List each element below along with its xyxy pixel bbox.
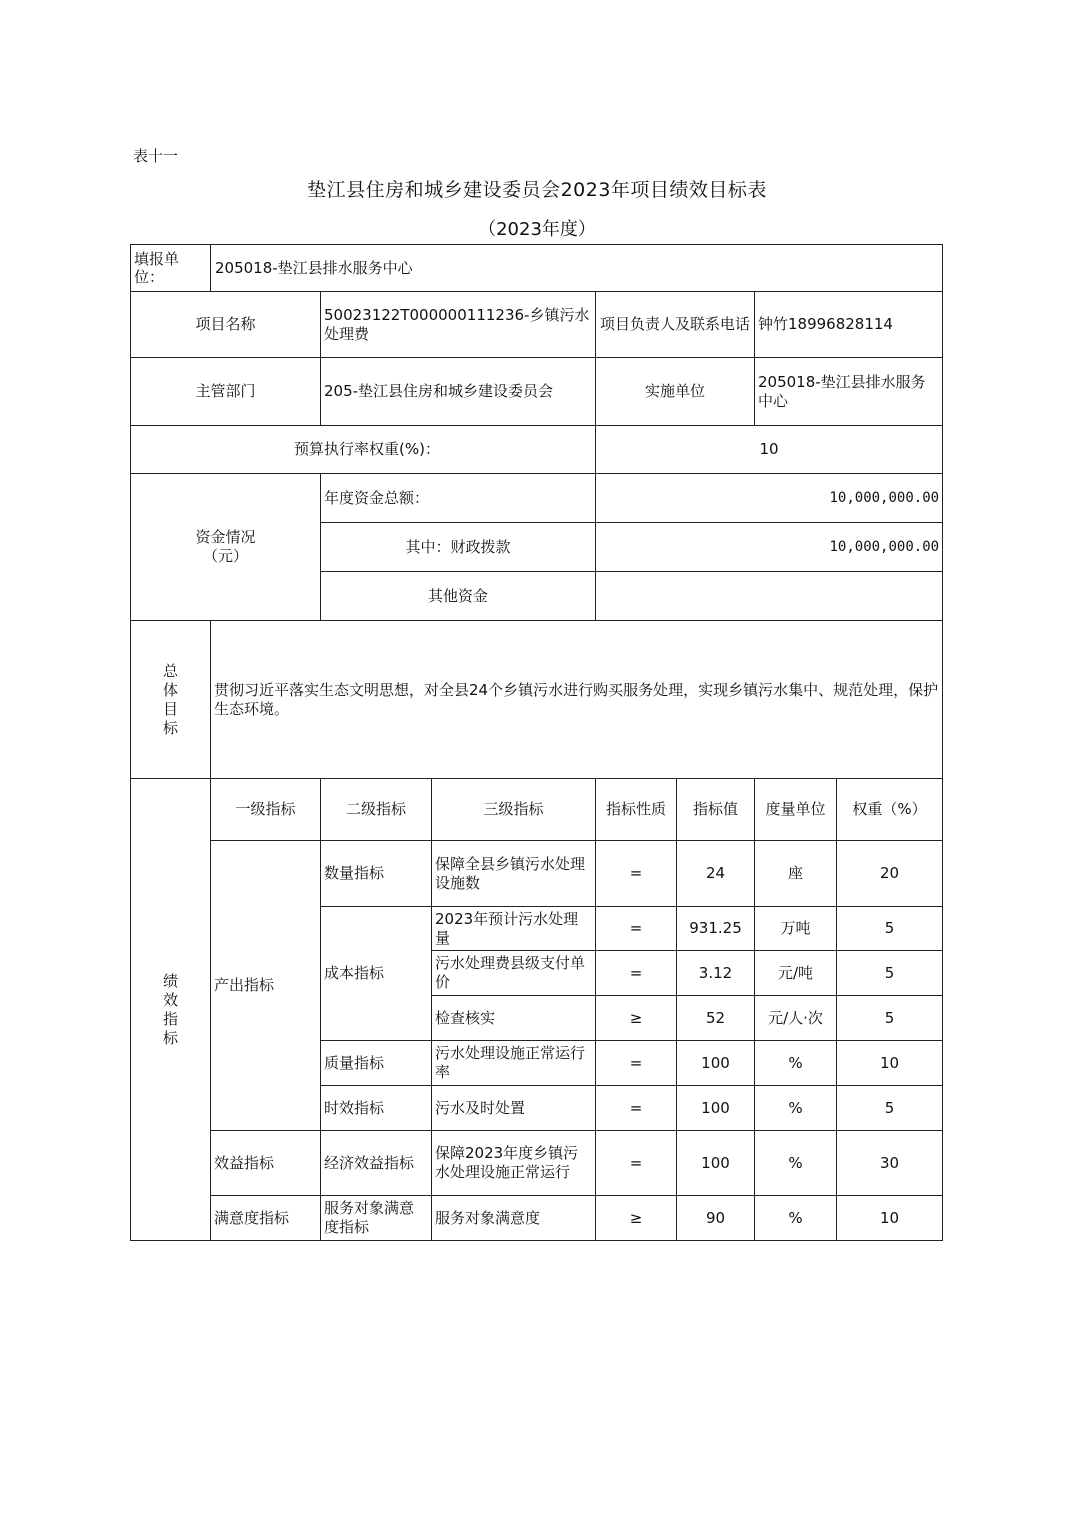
contact-label: 项目负责人及联系电话 bbox=[596, 292, 755, 358]
header-level3: 三级指标 bbox=[432, 779, 596, 841]
header-level1: 一级指标 bbox=[211, 779, 321, 841]
document-title: 垫江县住房和城乡建设委员会2023年项目绩效目标表 bbox=[307, 179, 767, 201]
unit-cell: 元/人·次 bbox=[755, 996, 837, 1041]
table-row bbox=[131, 358, 943, 426]
table-row bbox=[131, 841, 943, 907]
level2-timeliness: 时效指标 bbox=[321, 1086, 432, 1131]
nature-cell: = bbox=[596, 907, 677, 951]
value-cell: 100 bbox=[677, 1131, 755, 1196]
level3-cell: 服务对象满意度 bbox=[432, 1196, 596, 1241]
unit-cell: 万吨 bbox=[755, 907, 837, 951]
level2-service: 服务对象满意度指标 bbox=[321, 1196, 432, 1241]
funds-title: 资金情况 bbox=[195, 528, 256, 546]
weight-cell: 30 bbox=[837, 1131, 943, 1196]
budget-weight-value: 10 bbox=[596, 426, 943, 474]
value-cell: 3.12 bbox=[677, 951, 755, 996]
unit-cell: % bbox=[755, 1041, 837, 1086]
value-cell: 90 bbox=[677, 1196, 755, 1241]
unit-cell: % bbox=[755, 1131, 837, 1196]
impl-unit-value: 205018-垫江县排水服务中心 bbox=[755, 358, 943, 426]
header-value: 指标值 bbox=[677, 779, 755, 841]
level3-cell: 污水及时处置 bbox=[432, 1086, 596, 1131]
table-row bbox=[131, 292, 943, 358]
overall-goal-label: 总 体 目 标 bbox=[131, 621, 211, 779]
weight-cell: 10 bbox=[837, 1041, 943, 1086]
contact-value: 钟竹18996828114 bbox=[755, 292, 943, 358]
nature-cell: = bbox=[596, 1131, 677, 1196]
header-weight: 权重（%） bbox=[837, 779, 943, 841]
level3-cell: 污水处理费县级支付单价 bbox=[432, 951, 596, 996]
project-name-label: 项目名称 bbox=[131, 292, 321, 358]
value-cell: 931.25 bbox=[677, 907, 755, 951]
impl-unit-label: 实施单位 bbox=[596, 358, 755, 426]
value-cell: 24 bbox=[677, 841, 755, 907]
level2-quality: 质量指标 bbox=[321, 1041, 432, 1086]
nature-cell: = bbox=[596, 1086, 677, 1131]
table-row bbox=[131, 426, 943, 474]
level3-cell: 污水处理设施正常运行率 bbox=[432, 1041, 596, 1086]
level2-quantity: 数量指标 bbox=[321, 841, 432, 907]
table-row bbox=[131, 1131, 943, 1196]
table-row bbox=[131, 779, 943, 841]
value-cell: 100 bbox=[677, 1086, 755, 1131]
unit-cell: 元/吨 bbox=[755, 951, 837, 996]
level3-cell: 保障2023年度乡镇污水处理设施正常运行 bbox=[432, 1131, 596, 1196]
nature-cell: = bbox=[596, 1041, 677, 1086]
nature-cell: = bbox=[596, 951, 677, 996]
header-unit: 度量单位 bbox=[755, 779, 837, 841]
weight-cell: 5 bbox=[837, 951, 943, 996]
funds-total-value: 10,000,000.00 bbox=[596, 474, 943, 523]
unit-cell: % bbox=[755, 1196, 837, 1241]
level3-cell: 2023年预计污水处理量 bbox=[432, 907, 596, 951]
weight-cell: 20 bbox=[837, 841, 943, 907]
filling-unit-value: 205018-垫江县排水服务中心 bbox=[211, 245, 943, 292]
filling-unit-label: 填报单位： bbox=[131, 245, 211, 292]
value-cell: 52 bbox=[677, 996, 755, 1041]
funds-total-label: 年度资金总额： bbox=[321, 474, 596, 523]
funds-other-value bbox=[596, 572, 943, 621]
level2-cost: 成本指标 bbox=[321, 907, 432, 1041]
level1-satisfaction: 满意度指标 bbox=[211, 1196, 321, 1241]
dept-label: 主管部门 bbox=[131, 358, 321, 426]
unit-cell: % bbox=[755, 1086, 837, 1131]
table-number-label: 表十一 bbox=[133, 147, 179, 165]
overall-goal-text: 贯彻习近平落实生态文明思想，对全县24个乡镇污水进行购买服务处理，实现乡镇污水集中、规范处理，保护生态环境。 bbox=[211, 621, 943, 779]
table-row bbox=[131, 474, 943, 523]
project-name-value: 50023122T000000111236-乡镇污水处理费 bbox=[321, 292, 596, 358]
funds-other-label: 其他资金 bbox=[321, 572, 596, 621]
performance-target-table bbox=[130, 244, 943, 1241]
nature-cell: ≥ bbox=[596, 996, 677, 1041]
weight-cell: 5 bbox=[837, 907, 943, 951]
indicators-label: 绩 效 指 标 bbox=[131, 779, 211, 1241]
level2-economic: 经济效益指标 bbox=[321, 1131, 432, 1196]
weight-cell: 5 bbox=[837, 996, 943, 1041]
table-row bbox=[131, 621, 943, 779]
level3-cell: 检查核实 bbox=[432, 996, 596, 1041]
funds-unit: （元） bbox=[202, 547, 248, 565]
nature-cell: = bbox=[596, 841, 677, 907]
level3-cell: 保障全县乡镇污水处理设施数 bbox=[432, 841, 596, 907]
nature-cell: ≥ bbox=[596, 1196, 677, 1241]
table-row bbox=[131, 1196, 943, 1241]
table-row bbox=[131, 245, 943, 292]
funds-fiscal-label: 其中：财政拨款 bbox=[321, 523, 596, 572]
value-cell: 100 bbox=[677, 1041, 755, 1086]
unit-cell: 座 bbox=[755, 841, 837, 907]
funds-fiscal-value: 10,000,000.00 bbox=[596, 523, 943, 572]
budget-weight-label: 预算执行率权重(%)： bbox=[131, 426, 596, 474]
weight-cell: 5 bbox=[837, 1086, 943, 1131]
header-nature: 指标性质 bbox=[596, 779, 677, 841]
weight-cell: 10 bbox=[837, 1196, 943, 1241]
header-level2: 二级指标 bbox=[321, 779, 432, 841]
level1-benefit: 效益指标 bbox=[211, 1131, 321, 1196]
document-year: （2023年度） bbox=[478, 219, 596, 240]
dept-value: 205-垫江县住房和城乡建设委员会 bbox=[321, 358, 596, 426]
level1-output: 产出指标 bbox=[211, 841, 321, 1131]
funds-label bbox=[131, 474, 321, 621]
